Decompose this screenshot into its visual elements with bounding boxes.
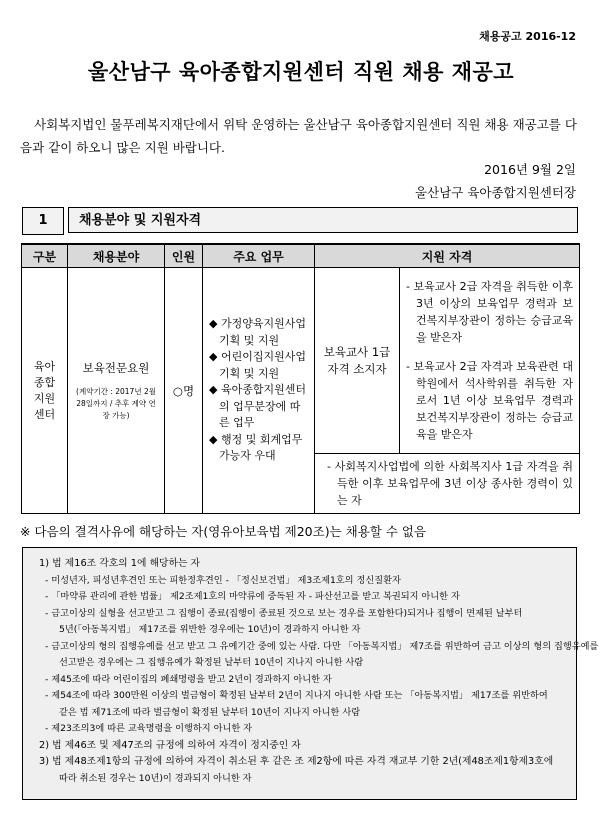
qualifications-cell [400, 268, 580, 454]
qualification-alt: - 사회복지사업법에 의한 사회복지사 1급 자격을 취득한 이후 보육업무에 3년 이상 종사한 경력이 있는 자 [327, 460, 574, 507]
disqualification-item: - 금고이상의 형의 집행유예를 선고 받고 그 유예기간 중에 있는 사람. 다만 「아동복지법」 제7조를 위반하여 금고 이상의 형의 집행유예를 [45, 640, 599, 652]
disqualification-note: ※ 다음의 결격사유에 해당하는 자(영유아보육법 제20조)는 채용할 수 없음 [20, 524, 427, 539]
disqualification-box [22, 547, 599, 800]
disqualification-item: 1) 법 제16조 각호의 1에 해당하는 자 [39, 558, 201, 569]
disqualification-item: 5년(「아동복지법」 제17조를 위반한 경우에는 10년)이 경과하지 아니한 자 [59, 624, 361, 635]
intro-text: 사회복지법인 물푸레복지재단에서 위탁 운영하는 울산남구 육아종합지원센터 직원 채용 재공고를 다음과 같이 하오니 많은 지원 바랍니다. [20, 117, 577, 155]
notice-date: 2016년 9월 2일 [484, 162, 576, 177]
qualification-alt-cell [315, 454, 580, 514]
notice-number: 채용공고 2016-12 [479, 30, 576, 43]
disqualification-item: - 제23조의3에 따른 교육명령을 이행하지 아니한 자 [45, 723, 253, 734]
issuer: 울산남구 육아종합지원센터장 [415, 185, 576, 200]
page-title: 울산남구 육아종합지원센터 직원 채용 재공고 [87, 60, 515, 84]
duty-item: ◆ 육아종합지원센터의 업무분장에 따른 업무 [209, 383, 306, 430]
header-qualification: 지원 자격 [315, 244, 580, 268]
section-title: 채용분야 및 지원자격 [68, 207, 578, 233]
disqualification-item: 따라 취소된 경우는 10년)이 경과되지 아니한 자 [59, 772, 252, 784]
disqualification-item: - 제45조에 따라 어린이집의 폐쇄명령을 받고 2년이 경과하지 아니한 자 [45, 673, 332, 685]
recruitment-table [21, 243, 580, 514]
field-name: 보육전문요원 [82, 360, 150, 375]
table-header-row [22, 244, 580, 268]
table-row [22, 268, 580, 454]
header-field: 채용분야 [68, 244, 165, 268]
disqualification-item: 3) 법 제48조제1항의 규정에 의하여 자격이 취소된 후 같은 조 제2항에 따른 자격 재교부 기한 2년(제48조제1항제3호에 [39, 756, 554, 767]
qualification-item: - 보육교사 2급 자격과 보육관련 대학원에서 석사학위를 취득한 자로서 1년 이상 보육업무 경력과 보건복지부장관이 정하는 승급교육을 받은자 [406, 360, 574, 441]
disqualification-item: - 「마약류 관리에 관한 법률」 제2조제1호의 마약류에 중독된 자 - 파산선고를 받고 복권되지 아니한 자 [45, 591, 460, 602]
count-cell: ○명 [165, 268, 203, 514]
disqualification-item: - 제54조에 따라 300만원 이상의 벌금형이 확정된 날부터 2년이 지나지 아니한 사람 또는 「아동복지법」 제17조를 위반하여 [45, 690, 548, 701]
field-note: (계약기간 : 2017년 2월 28일까지 / 추후 계약 연장 가능) [76, 386, 156, 420]
header-duties: 주요 업무 [203, 244, 315, 268]
disqualification-item: 같은 법 제71조에 따라 벌금형이 확정된 날부터 10년이 지나지 아니한 사람 [59, 706, 361, 718]
duties-cell [203, 268, 315, 514]
duty-item: ◆ 가정양육지원사업 기획 및 지원 [209, 317, 306, 347]
disqualification-item: 2) 법 제46조 및 제47조의 규정에 의하여 자격이 정지중인 자 [39, 739, 301, 751]
duty-item: ◆ 어린이집지원사업 기획 및 지원 [209, 350, 306, 380]
header-count: 인원 [165, 244, 203, 268]
duty-item: ◆ 행정 및 회계업무 가능자 우대 [209, 432, 303, 463]
disqualification-item: 선고받은 경우에는 그 집행유예가 확정된 날부터 10년이 지나지 아니한 사람 [59, 657, 364, 668]
disqualification-item: - 금고이상의 실형을 선고받고 그 집행이 종료(집행이 종료된 것으로 보는 경우를 포함한다)되거나 집행이 면제된 날부터 [45, 607, 523, 619]
qualification-item: - 보육교사 2급 자격을 취득한 이후 3년 이상의 보육업무 경력과 보건복지부장관이 정하는 승급교육을 받은자 [406, 280, 574, 344]
header-division: 구분 [22, 244, 68, 268]
field-cell [68, 268, 165, 514]
disqualification-item: - 미성년자, 피성년후견인 또는 피한정후견인 - 「정신보건법」 제3조제1호의 정신질환자 [45, 574, 401, 586]
section-number: 1 [22, 207, 64, 235]
license-cell: 보육교사 1급 자격 소지자 [315, 268, 400, 454]
division-cell: 육아 종합 지원 센터 [22, 268, 68, 514]
